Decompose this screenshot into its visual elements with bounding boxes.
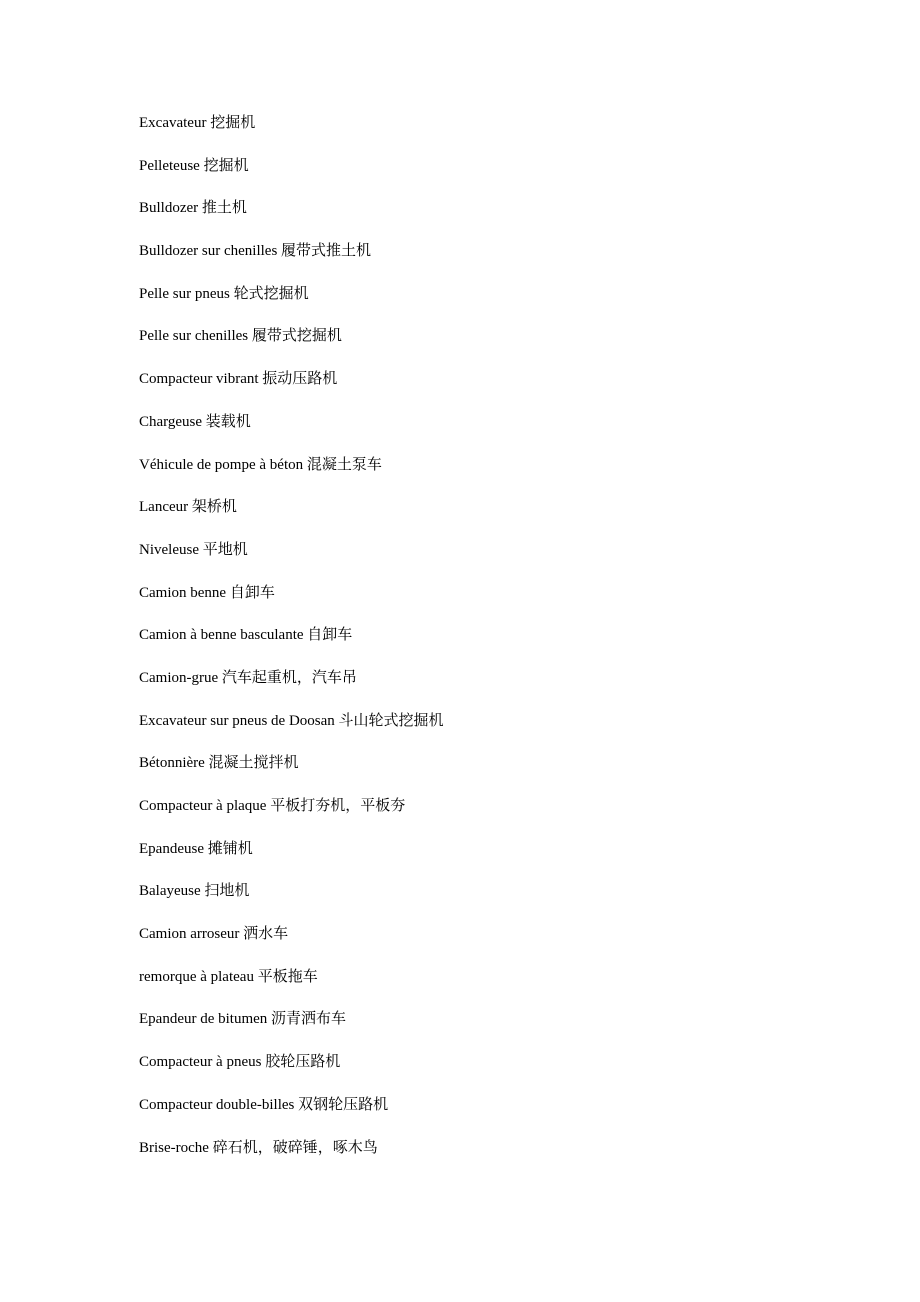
equipment-glossary-list [139, 112, 444, 1179]
glossary-entry: Véhicule de pompe à béton 混凝土泵车 [139, 456, 382, 473]
glossary-entry: Compacteur vibrant 振动压路机 [139, 371, 338, 388]
glossary-entry: Compacteur double-billes 双钢轮压路机 [139, 1096, 389, 1113]
glossary-entry: Bulldozer 推土机 [139, 200, 247, 217]
glossary-entry: Niveleuse 平地机 [139, 541, 248, 558]
glossary-entry: Epandeuse 摊铺机 [139, 840, 253, 857]
glossary-entry: Bétonnière 混凝土搅拌机 [139, 755, 299, 772]
glossary-entry: remorque à plateau 平板拖车 [139, 968, 318, 985]
glossary-entry: Compacteur à pneus 胶轮压路机 [139, 1054, 341, 1071]
glossary-entry: Pelle sur chenilles 履带式挖掘机 [139, 328, 342, 345]
glossary-entry: Excavateur sur pneus de Doosan 斗山轮式挖掘机 [139, 712, 444, 729]
glossary-entry: Camion arroseur 洒水车 [139, 926, 289, 943]
glossary-entry: Balayeuse 扫地机 [139, 883, 250, 900]
glossary-entry: Epandeur de bitumen 沥青洒布车 [139, 1011, 347, 1028]
glossary-entry: Camion-grue 汽车起重机，汽车吊 [139, 669, 357, 686]
glossary-entry: Brise-roche 碎石机，破碎锤，啄木鸟 [139, 1139, 378, 1156]
glossary-entry: Lanceur 架桥机 [139, 499, 237, 516]
glossary-entry: Compacteur à plaque 平板打夯机，平板夯 [139, 798, 406, 814]
glossary-entry: Bulldozer sur chenilles 履带式推土机 [139, 243, 372, 260]
glossary-entry: Pelleteuse 挖掘机 [139, 157, 249, 174]
glossary-entry: Chargeuse 装载机 [139, 413, 251, 430]
glossary-entry: Camion à benne basculante 自卸车 [139, 627, 353, 644]
glossary-entry: Camion benne 自卸车 [139, 584, 275, 601]
glossary-entry: Pelle sur pneus 轮式挖掘机 [139, 285, 309, 302]
glossary-entry: Excavateur 挖掘机 [139, 115, 256, 131]
